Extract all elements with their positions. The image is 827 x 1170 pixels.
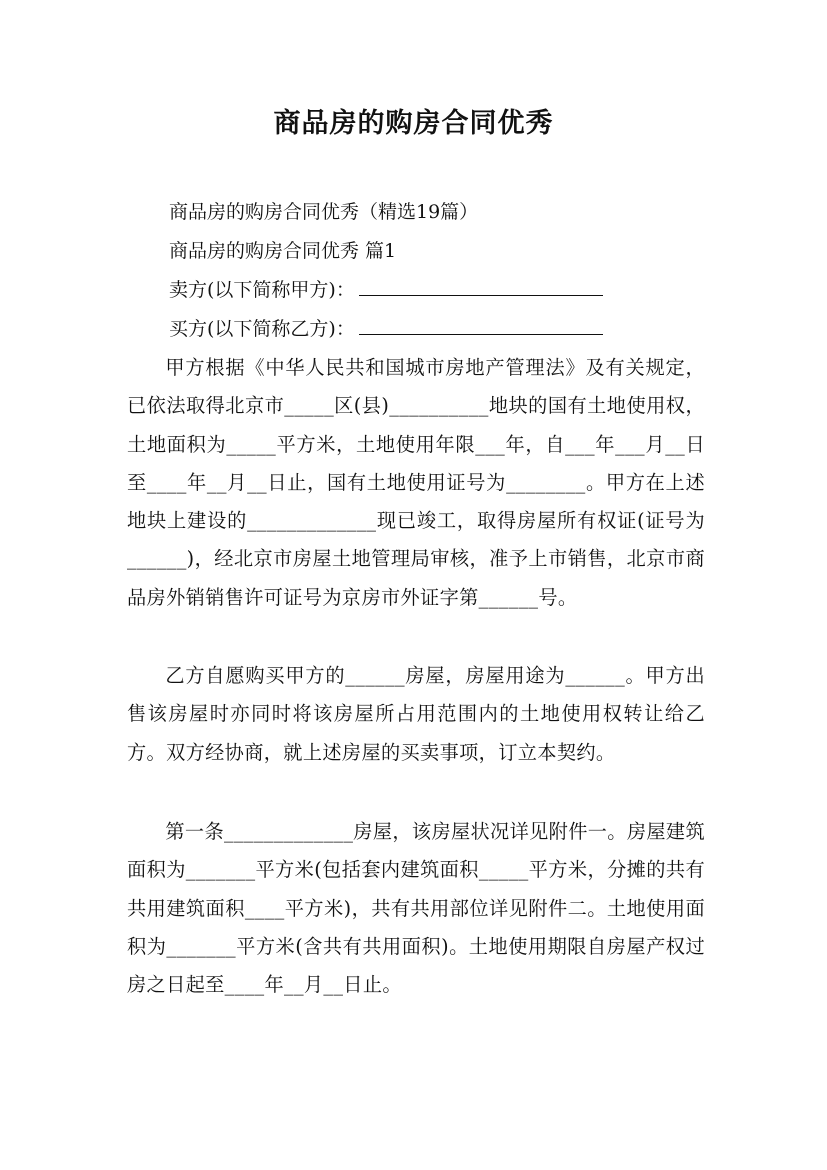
paragraph-article-one: 第一条_____________房屋，该房屋状况详见附件一。房屋建筑面积为_______平方米(包括套内建筑面积_____平方米，分摊的共有共用建筑面积____平方米)，共有共用部位详见附件二。土地使用面积为_______平方米(含共有共用面积)。土地使用期限自房屋产权过房之日起至____年__月__日止。 (127, 820, 705, 997)
buyer-blank (359, 316, 603, 335)
seller-line (169, 277, 603, 303)
paragraph-land-rights: 甲方根据《中华人民共和国城市房地产管理法》及有关规定，已依法取得北京市_____区(县)__________地块的国有土地使用权，土地面积为_____平方米，土地使用年限___年，自___年___月__日至____年__月__日止，国有土地使用证号为________。甲方在上述地块上建设的_____________现已竣工，取得房屋所有权证(证号为______)，经北京市房屋土地管理局审核，准予上市销售，北京市商品房外销销售许可证号为京房市外证字第______号。 (127, 356, 705, 609)
document-title: 商品房的购房合同优秀 (273, 108, 554, 139)
buyer-label: 买方(以下简称乙方)： (169, 318, 355, 340)
paragraph-purchase-intent: 乙方自愿购买甲方的______房屋，房屋用途为______。甲方出售该房屋时亦同时将该房屋所占用范围内的土地使用权转让给乙方。双方经协商，就上述房屋的买卖事项，订立本契约。 (127, 664, 705, 764)
buyer-line (169, 316, 603, 342)
document-subtitle: 商品房的购房合同优秀（精选19篇） (169, 201, 479, 223)
section-heading: 商品房的购房合同优秀 篇1 (169, 240, 397, 262)
seller-blank (359, 277, 603, 296)
seller-label: 卖方(以下简称甲方)： (169, 279, 355, 301)
